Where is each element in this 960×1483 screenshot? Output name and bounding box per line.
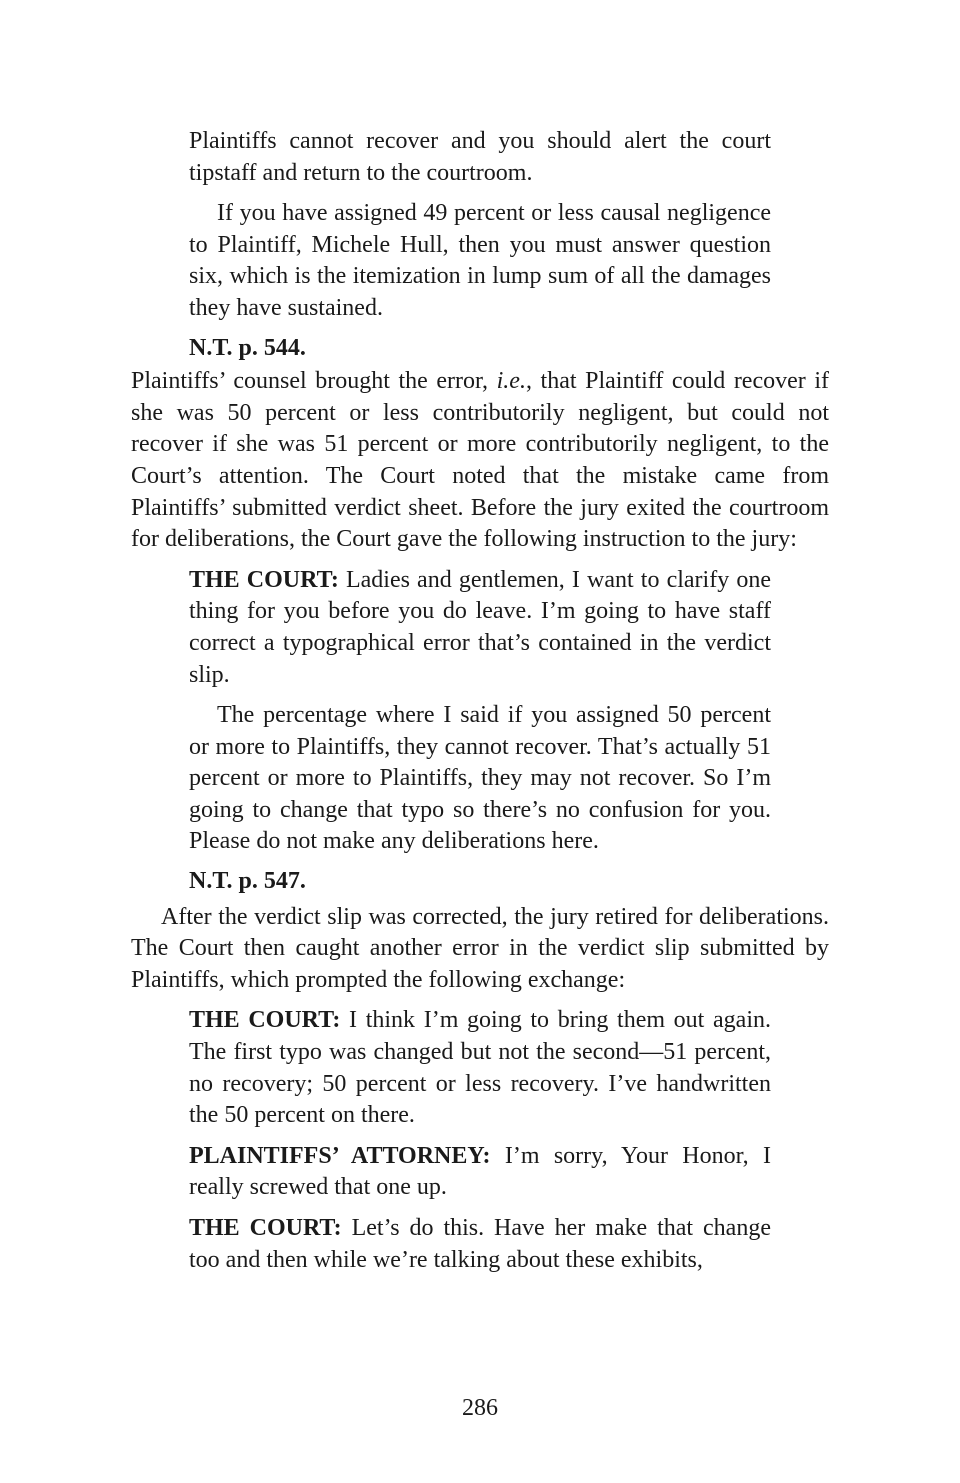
speaker-label: THE COURT: — [189, 566, 339, 593]
speech-text: Let’s do this. Have her make that change too and then while we’re talking about these exhibits, — [189, 1215, 771, 1273]
body-paragraph — [131, 366, 829, 556]
latin-abbreviation: i.e. — [496, 368, 526, 395]
quote-paragraph — [189, 565, 771, 691]
page-number: 286 — [462, 1395, 498, 1421]
quote-paragraph: Plaintiffs cannot recover and you should alert the court tipstaff and return to the courtroom. — [189, 128, 771, 186]
speaker-label: THE COURT: — [189, 1007, 341, 1034]
transcript-citation: N.T. p. 547. — [189, 868, 306, 895]
transcript-citation: N.T. p. 544. — [189, 334, 306, 361]
body-text — [131, 126, 829, 1276]
quote-paragraph — [189, 1213, 771, 1276]
quote-paragraph — [189, 1141, 771, 1204]
quote-paragraph: If you have assigned 49 percent or less causal negligence to Plaintiff, Michele Hull, then you must answer question six, which is the itemization in lump sum of all the damages they have sustained. — [189, 200, 771, 321]
speech-text: I think I’m going to bring them out again. The first typo was changed but not the second—51 percent, no recovery; 50 percent or less recovery. I’ve handwritten the 50 percent on there. — [189, 1007, 771, 1129]
speaker-label: THE COURT: — [189, 1215, 342, 1241]
body-paragraph: After the verdict slip was corrected, the jury retired for deliberations. The Court then caught another error in the verdict slip submitted by Plaintiffs, which prompted the following exchange: — [131, 903, 829, 993]
speech-text: Ladies and gentlemen, I want to clarify one thing for you before you do leave. I’m going to have staff correct a typographical error that’s contained in the verdict slip. — [189, 566, 771, 688]
text-run: , that Plaintiff could recover if she was 50 percent or less contributorily negligent, but could not recover if she was 51 percent or more contributorily negligent, to the Court’s attention. The Court noted that the mistake came from Plaintiffs’ submitted verdict sheet. Before the jury exited the courtroom for deliberations, the Court gave the following instruction to the jury: — [131, 368, 830, 553]
quote-paragraph — [189, 1005, 771, 1131]
quote-paragraph: The percentage where I said if you assigned 50 percent or more to Plaintiffs, they cannot recover. That’s actually 51 percent or more to Plaintiffs, they may not recover. So I’m going to change that typo so there’s no confusion for you. Please do not make any deliberations here. — [189, 702, 771, 855]
speaker-label: PLAINTIFFS’ ATTORNEY: — [189, 1142, 491, 1169]
speech-text: I’m sorry, Your Honor, I really screwed that one up. — [189, 1142, 771, 1201]
text-run: Plaintiffs’ counsel brought the error, — [131, 368, 497, 395]
